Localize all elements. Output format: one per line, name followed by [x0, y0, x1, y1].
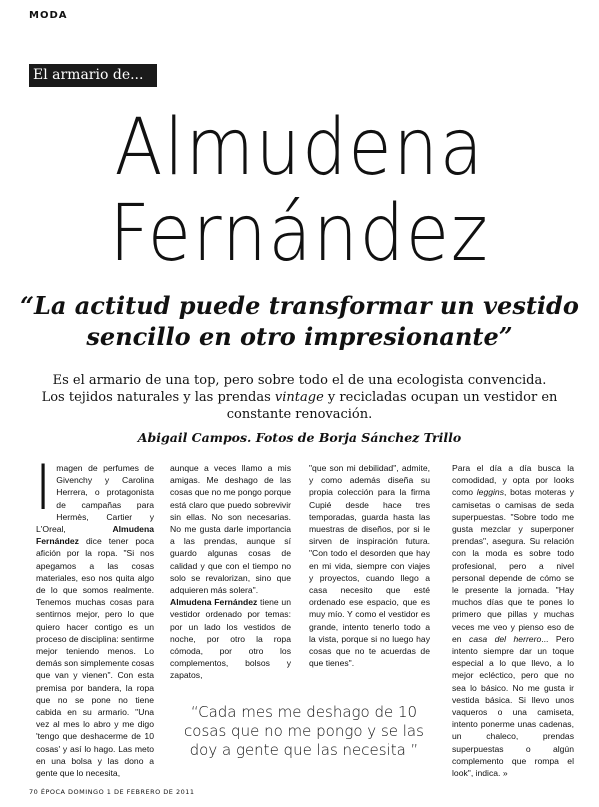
- page-folio: 70 ÉPOCA DOMINGO 1 DE FEBRERO DE 2011: [29, 788, 195, 796]
- standfirst: [40, 372, 559, 423]
- col2-name-bold: Almudena Fernández: [170, 597, 258, 608]
- headline-line-2: Fernández: [109, 189, 490, 279]
- col1-text-1: magen de perfumes de Givenchy y Carolina Herrera, o protagonista de campañas para Hermès, Cartier y L'Oreal,: [36, 463, 154, 535]
- col4-text-3: ... Pero intento siempre dar un toque especial a lo que llevo, a lo mejor ecléctico, pero que no sea lo básico. No me gusta ir vestida básica. Si llevo unos vaqueros o una camiseta, intento ponerme unas cadenas, un chaleco, prendas superpuestas o algún complemento que rompa el look", indica. »: [452, 633, 574, 779]
- pull-quote: “La actitud puede transformar un vestido sencillo en otro impresionante”: [20, 291, 579, 351]
- drop-cap: I: [34, 451, 53, 524]
- col1-name-bold: Almudena Fernández: [36, 524, 154, 547]
- col2-text-1: aunque a veces llamo a mis amigas. Me deshago de las cosas que no me pongo porque está claro que puedo sobrevivir sin ellas. No son necesarias. No me gusta darle importancia a las prendas, aunque sí guardo algunas cosas de calidad y que con el tiempo no solo se revalorizan, sino que adquieren más solera".: [170, 463, 291, 596]
- col2-text-2: tiene un vestidor ordenado por temas: por un lado los vestidos de noche, por otro la ropa cómoda, por otro los complementos, bolsos y zapatos,: [170, 597, 291, 681]
- col4-text-1: Para el día a día busca la comodidad, y opta por looks como: [452, 463, 574, 498]
- col3-text-1: "que son mi debilidad", admite, y como además diseña su propia colección para la firma Cupié desde hace tres temporadas, guarda hasta las muestras de diseños, por si le sirven de inspiración futura. "Con todo el desorden que hay en mi vida, siempre con viajes y proyectos, cuando llego a casa necesito que esté ordenado ese espacio, que es muy mío. Y como el vestidor es grande, intento tenerlo todo a la vista, porque si no luego hay cosas que no te acuerdas de que tienes".: [309, 463, 430, 669]
- article-column-1: [34, 451, 154, 779]
- article-column-4: [452, 462, 574, 779]
- kicker-banner: El armario de...: [29, 64, 157, 87]
- col1-text-2: dice tener poca afición por la ropa. "Si nos apegamos a las cosas materiales, eso nos quita algo de lo que somos realmente. Tenemos muchas cosas para sentirnos mejor, pero lo que quiero hacer contigo es un proceso de disciplina: sentirme mejor teniendo menos. Lo demás son simplemente cosas que van y vienen". Con esta premisa por bandera, la ropa que no se pone no tiene cabida en su armario. "Una vez al mes lo abro y me digo 'tengo que deshacerme de 10 cosas' y así lo hago. Las meto en una bolsa y las dono a gente que lo necesita,: [36, 536, 154, 779]
- standfirst-text-1: Es el armario de una top, pero sobre todo el de una ecologista convencida. Los tejidos naturales y las prendas: [41, 373, 547, 405]
- byline: Abigail Campos. Fotos de Borja Sánchez Trillo: [137, 430, 462, 445]
- headline-line-1: Almudena: [114, 103, 485, 193]
- article-column-3: [309, 462, 430, 669]
- col4-italic-2: casa del herrero: [469, 633, 542, 644]
- standfirst-italic: vintage: [274, 390, 324, 405]
- col4-italic-1: leggins: [476, 487, 504, 498]
- standfirst-text-2: y recicladas ocupan un vestidor en constante renovación.: [226, 390, 558, 422]
- col4-text-2: , botas moteras y camisetas o camisas de seda superpuestas. "Sobre todo me gusta mezclar y superponer prendas", asegura. Su relación con la moda es sobre todo profesional, pero a nivel personal depende de cómo se le presente la jornada. "Hay muchos días que te pones lo primero que pillas y muchas veces me veo y pienso eso de en: [452, 487, 574, 644]
- article-column-2: [170, 462, 291, 682]
- section-label: MODA: [29, 10, 68, 21]
- inline-quote: “Cada mes me deshago de 10 cosas que no me pongo y se las doy a gente que las necesita ”: [184, 703, 424, 759]
